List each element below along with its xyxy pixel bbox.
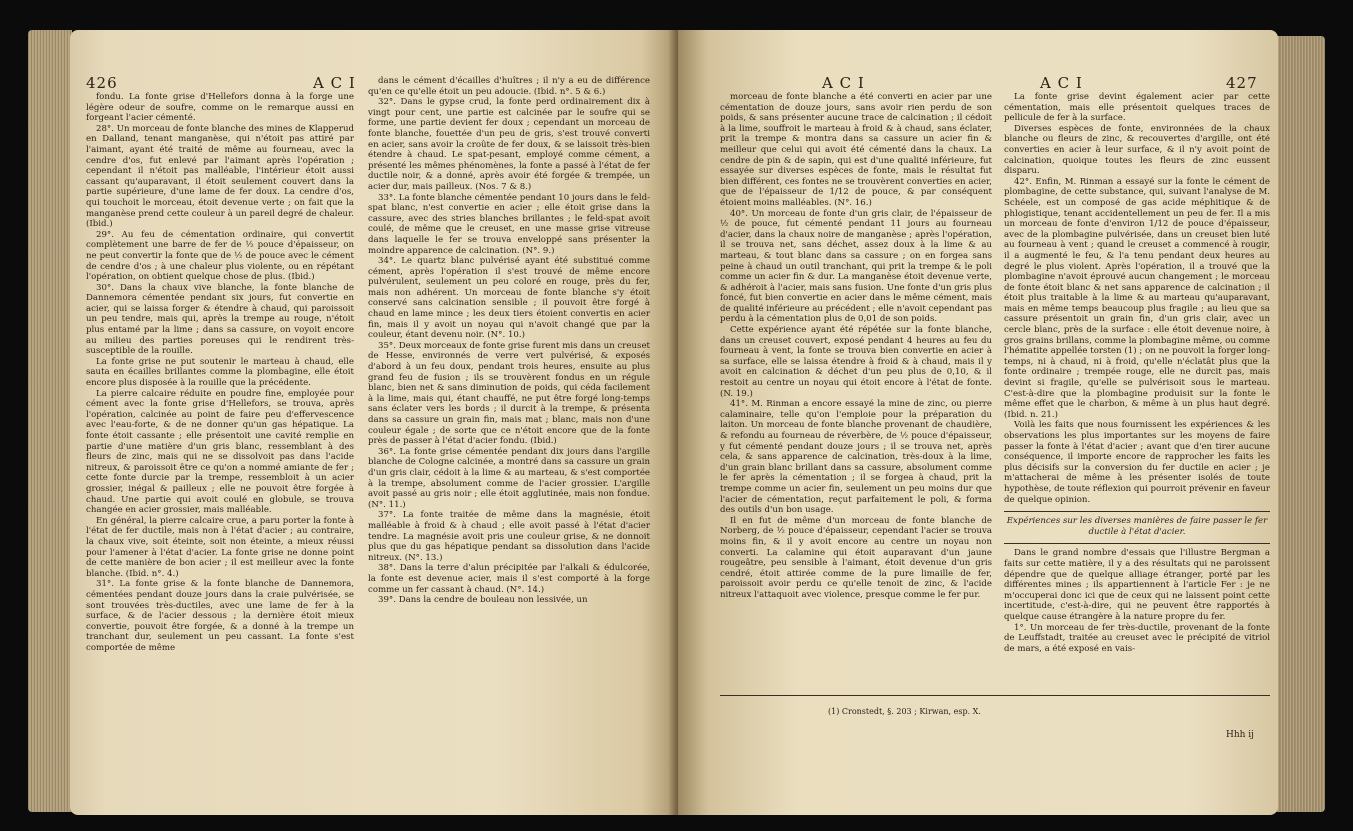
- paragraph: Dans le grand nombre d'essais que l'illustre Bergman a faits sur cette matière, il y a des résultats qui ne paroissent dépendre que de quelque alliage étranger, porté par les différentes mines ; ils appartiennent à l'article Fer : je ne m'occuperai donc ici que de ceux qui ne laissent point cette incertitude, c'est-à-dire, qui ne peuvent être rapportés à quelque cause étrangère à la nature propre du fer.: [1004, 548, 1270, 622]
- paragraph: 33°. La fonte blanche cémentée pendant 10 jours dans le feld-spat blanc, n'est convertie en acier ; elle étoit grise dans la cassure, avec des stries blanches brillantes ; le feld-spat avoit coulé, de même que le creuset, en une masse grise vitreuse dans laquelle le fer se trouva enveloppé sans présenter la moindre apparence de calcination. (N°. 9.): [368, 192, 650, 256]
- right-page: [678, 30, 1278, 815]
- paragraph: Il en fut de même d'un morceau de fonte blanche de Norberg, de ½ pouce d'épaisseur, cependant l'acier se trouva moins fin, & il y avoit encore au centre un noyau non converti. La calamine qui étoit auparavant d'un jaune rougeâtre, peu sensible à l'aimant, étoit devenue d'un gris cendré, étoit attirée comme de la pure limaille de fer, paroissoit avoir perdu ce qu'elle tenoit de zinc, & l'acide nitreux l'attaquoit avec violence, presque comme le fer pur.: [720, 515, 992, 600]
- paragraph: 1°. Un morceau de fer très-ductile, provenant de la fonte de Leuffstadt, traitée au creuset avec le précipité de vitriol de mars, a été exposé en vais-: [1004, 622, 1270, 654]
- page-edges-right: [1275, 36, 1325, 812]
- paragraph: 35°. Deux morceaux de fonte grise furent mis dans un creuset de Hesse, environnés de verre vert pulvérisé, & exposés d'abord à un feu doux, pendant trois heures, ensuite au plus grand feu de fusion ; ils se trouvèrent fondus en un régule blanc, bien net & sans diminution de poids, qui céda facilement à la lime, mais qui, étant chauffé, ne put être forgé long-temps sans éclater vers les bords ; il durcit à la trempe, & présenta dans sa cassure un grain fin, mais mat ; blanc, mais non d'une couleur égale ; de sorte que ce n'étoit encore que de la fonte près de passer à l'état d'acier fondu. (Ibid.): [368, 340, 650, 447]
- paragraph: 40°. Un morceau de fonte d'un gris clair, de l'épaisseur de ½ de pouce, fut cémenté pendant 11 jours au fourneau d'acier, dans la chaux noire de manganèse ; après l'opération, il se trouva net, sans déchet, assez doux à la lime & au marteau, & tout blanc dans sa cassure ; on en forgea sans peine à chaud un outil tranchant, qui prit la trempe & le poli comme un acier fin & dur. La manganèse étoit devenue verte, & adhéroit à l'acier, mais sans fusion. Une fonte d'un gris plus foncé, fut bien convertie en acier dans le même cément, mais de qualité inférieure au précédent ; elle n'avoit cependant pas perdu à la cémentation plus de 0,01 de son poids.: [720, 208, 992, 325]
- section-divider: [1004, 511, 1270, 512]
- running-head-left: A C I: [313, 74, 356, 92]
- paragraph: Diverses espèces de fonte, environnées de la chaux blanche ou fleurs de zinc, & recouvertes d'argille, ont été converties en acier à leur surface, & il n'y avoit point de calcination, quoique toutes les fleurs de zinc eussent disparu.: [1004, 123, 1270, 177]
- paragraph: En général, la pierre calcaire crue, a paru porter la fonte à l'état de fer ductile, mais non à l'état d'acier ; au contraire, la chaux vive, soit éteinte, soit non éteinte, a mieux réussi pour l'amener à l'état d'acier. La fonte grise ne donne point de cette manière de bon acier ; il est meilleur avec la fonte blanche. (Ibid. n°. 4.): [86, 515, 354, 579]
- left-page: [70, 30, 678, 815]
- paragraph: 32°. Dans le gypse crud, la fonte perd ordinairement dix à vingt pour cent, une partie est calcinée par le soufre qui se forme, une partie devient fer doux ; cependant un morceau de fonte blanche, fouettée d'un peu de gris, s'est trouvé converti en acier, sans avoir la croûte de fer doux, & se laissoit très-bien étendre à chaud. Le spat-pesant, employé comme cément, a présenté les mêmes phénomènes, la fonte a passé à l'état de fer ductile noir, & a donné, après avoir été forgée & trempée, un acier dur, mais pailleux. (Nos. 7 & 8.): [368, 97, 650, 192]
- paragraph: 38°. Dans la terre d'alun précipitée par l'alkali & édulcorée, la fonte est devenue acier, mais il s'est comporté à la forge comme un fer cassant à chaud. (N°. 14.): [368, 563, 650, 595]
- paragraph: La fonte grise ne put soutenir le marteau à chaud, elle sauta en écailles brillantes comme la plombagine, elle étoit encore plus disposée à la rouille que la précédente.: [86, 356, 354, 389]
- paragraph: 29°. Au feu de cémentation ordinaire, qui convertit complètement une barre de fer de ½ pouce d'épaisseur, on ne peut convertir la fonte que de ½ de pouce avec le cément de cendre d'os ; à une chaleur plus violente, ou en répétant l'opération, on obtient quelque chose de plus. (Ibid.): [86, 229, 354, 283]
- right-column-1: [720, 92, 992, 688]
- paragraph: La pierre calcaire réduite en poudre fine, employée pour cément avec la fonte grise d'Hellefors, se trouva, après l'opération, calcinée au point de faire peu d'effervescence avec l'eau-forte, & de ne donner qu'un gas hépatique. La fonte étoit cassante ; elle présentoit une cavité remplie en partie d'une matière d'un gris blanc, ressemblant à des fleurs de zinc, mais qui ne se dissolvoit pas dans l'acide nitreux, & paroissoit être ce qu'on a nommé amiante de fer ; cette fonte durcie par la trempe, ressembloit à un acier grossier, inégal & pailleux ; elle ne pouvoit être forgée à chaud. Une partie qui avoit coulé en globule, se trouva changée en acier grossier, mais malléable.: [86, 388, 354, 516]
- left-column-2: [368, 76, 650, 810]
- paragraph: Voilà les faits que nous fournissent les expériences & les observations les plus importantes sur les moyens de faire passer la fonte à l'état d'acier ; avant que d'en tirer aucune conséquence, il importe encore de rapprocher les faits les plus décisifs sur la conversion du fer ductile en acier ; je m'attacherai de même à les présenter isolés de toute hypothèse, de toute réflexion qui pourroit prévenir en faveur de quelque opinion.: [1004, 420, 1270, 505]
- paragraph: 42°. Enfin, M. Rinman a essayé sur la fonte le cément de plombagine, de cette substance, qui, suivant l'analyse de M. Schéele, est un composé de gas acide méphitique & de phlogistique, tenant accidentellement un peu de fer. Il a mis un morceau de fonte d'environ 1/12 de pouce d'épaisseur, avec de la plombagine pulvérisée, dans un creuset bien luté au fourneau à vent ; quand le creuset a commencé à rougir, il a augmenté le feu, & l'a tenu pendant deux heures au degré le plus violent. Après l'opération, il a trouvé que la plombagine n'avoit éprouvé aucun changement ; le morceau de fonte étoit blanc & net sans apparence de calcination ; il étoit plus traitable à la lime & au marteau qu'auparavant, mais en même temps beaucoup plus fragile ; au lieu que sa cassure présentoit un grain fin, d'un gris clair, avec un cercle blanc, près de la surface : elle étoit devenue noire, à gros grains brillans, comme la plombagine même, ou comme l'hématite appellée torsten (1) ; on ne pouvoit la forger long-temps, ni à chaud, ni à froid, qu'elle n'éclatât plus que la fonte ordinaire ; trempée rouge, elle ne durcit pas, mais devint si fragile, qu'elle se pulvérisoit sous le marteau. C'est-à-dire que la plombagine produisit sur la fonte le même effet que le charbon, & même à un plus haut degré. (Ibid. n. 21.): [1004, 176, 1270, 420]
- signature-mark: Hhh ij: [1226, 730, 1254, 740]
- left-column-1: [86, 92, 354, 810]
- page-number-left: 426: [86, 74, 118, 92]
- paragraph: 41°. M. Rinman a encore essayé la mine de zinc, ou pierre calaminaire, telle qu'on l'emploie pour la préparation du laiton. Un morceau de fonte blanche provenant de chaudière, & refondu au fourneau de réverbère, de ½ pouce d'épaisseur, y fut cémenté pendant douze jours ; il se trouva net, après cela, & sans apparence de calcination, très-doux à la lime, d'un grain blanc brillant dans sa cassure, absolument comme le fer après la cémentation ; il se forgea à chaud, prit la trempe comme un acier fin, seulement un peu moins dur que l'acier de cémentation, reçut parfaitement le poli, & forma des outils d'un bon usage.: [720, 399, 992, 516]
- paragraph: Cette expérience ayant été répétée sur la fonte blanche, dans un creuset couvert, exposé pendant 4 heures au feu du fourneau à vent, la fonte se trouva bien convertie en acier à sa surface, elle se laissa étendre à froid & à chaud, mais il y avoit en calcination & déchet d'un peu plus de 0,10, & il restoit au centre un noyau qui étoit encore à l'état de fonte. (N. 19.): [720, 325, 992, 399]
- paragraph: fondu. La fonte grise d'Hellefors donna à la forge une légère odeur de soufre, comme on le remarque aussi en forgeant l'acier cémenté.: [86, 92, 354, 124]
- paragraph: 37°. La fonte traitée de même dans la magnésie, étoit malléable à froid & à chaud ; elle avoit passé à l'état d'acier tendre. La magnésie avoit pris une couleur grise, & ne donnoit plus que du gas hépatique pendant sa dissolution dans l'acide nitreux. (N°. 13.): [368, 510, 650, 563]
- right-column-2: [1004, 92, 1270, 732]
- running-head-right-2: A C I: [1040, 74, 1083, 92]
- page-edges-left: [28, 30, 72, 812]
- section-heading: Expériences sur les diverses manières de faire passer le fer ductile à l'état d'acier.: [1006, 516, 1268, 537]
- running-head-right-1: A C I: [822, 74, 865, 92]
- footnote-rule: [720, 695, 1270, 696]
- paragraph: 30°. Dans la chaux vive blanche, la fonte blanche de Dannemora cémentée pendant six jours, fut convertie en acier, qui se laissa forger & étendre à chaud, qui paroissoit un peu tendre, mais qui, après la trempe au rouge, n'étoit plus entamé par la lime ; dans sa cassure, on voyoit encore au milieu des parties poreuses qui le rendirent très-susceptible de la rouille.: [86, 282, 354, 357]
- paragraph: 31°. La fonte grise & la fonte blanche de Dannemora, cémentées pendant douze jours dans la craie pulvérisée, se sont trouvées très-ductiles, avec une lame de fer à la surface, & de l'acier dessous ; la dernière étoit mieux convertie, pouvoit être forgée, & a donné à la trempe un tranchant dur, seulement un peu cassant. La fonte s'est comportée de même: [86, 579, 354, 653]
- section-divider: [1004, 543, 1270, 544]
- footnote: (1) Cronstedt, §. 203 ; Kirwan, esp. X.: [828, 707, 981, 716]
- paragraph: dans le cément d'écailles d'huîtres ; il n'y a eu de différence qu'en ce qu'elle étoit un peu adoucie. (Ibid. n°. 5 & 6.): [368, 76, 650, 97]
- paragraph: 28°. Un morceau de fonte blanche des mines de Klapperud en Dalland, tenant manganèse, qui n'étoit pas attiré par l'aimant, ayant été traité de même au fourneau, avec la cendre d'os, fut enlevé par l'aimant après l'opération ; cependant il n'étoit pas malléable, l'intérieur étoit aussi cassant qu'auparavant, il étoit seulement couvert dans la partie supérieure, d'une lame de fer doux. La cendre d'os, qui touchoit le morceau, étoit devenue verte ; on fait que la manganèse prend cette couleur à un pareil degré de chaleur. (Ibid.): [86, 123, 354, 230]
- paragraph: 39°. Dans la cendre de bouleau non lessivée, un: [378, 595, 588, 606]
- paragraph: morceau de fonte blanche a été converti en acier par une cémentation de douze jours, sans avoir rien perdu de son poids, & sans présenter aucune trace de calcination ; il cédoit à la lime, souffroit le marteau à froid & à chaud, sans éclater, prit la trempe & montra dans sa cassure un acier fin & meilleur que celui qui avoit été cémenté dans la chaux. La cendre de pin & de sapin, qui est d'une qualité inférieure, fut essayée sur diverses espèces de fonte, mais le résultat fut bien différent, ces fontes ne se trouvèrent converties en acier, que de l'épaisseur de 1/12 de pouce, & par conséquent étoient moins malléables. (N°. 16.): [720, 92, 992, 208]
- paragraph: La fonte grise devint également acier par cette cémentation, mais elle présentoit quelques traces de pellicule de fer à la surface.: [1004, 92, 1270, 124]
- paragraph: 36°. La fonte grise cémentée pendant dix jours dans l'argille blanche de Cologne calcinée, a montré dans sa cassure un grain d'un gris clair, cédoit à la lime & au marteau, & s'est comportée à la trempe, absolument comme de l'acier grossier. L'argille avoit passé au gris noir ; elle étoit agglutinée, mais non fondue. (N°. 11.): [368, 446, 650, 510]
- paragraph: 34°. Le quartz blanc pulvérisé ayant été substitué comme cément, après l'opération il s'est trouvé de même encore pulvérulent, seulement un peu coloré en rouge, près du fer, mais non adhérent. Un morceau de fonte blanche s'y étoit conservé sans calcination sensible ; il pouvoit être forgé à chaud en lame mince ; les deux tiers étoient convertis en acier fin, mais il y avoit un noyau qui n'avoit changé que par la couleur, étant devenu noir. (N°. 10.): [368, 256, 650, 341]
- page-number-right: 427: [1226, 74, 1258, 92]
